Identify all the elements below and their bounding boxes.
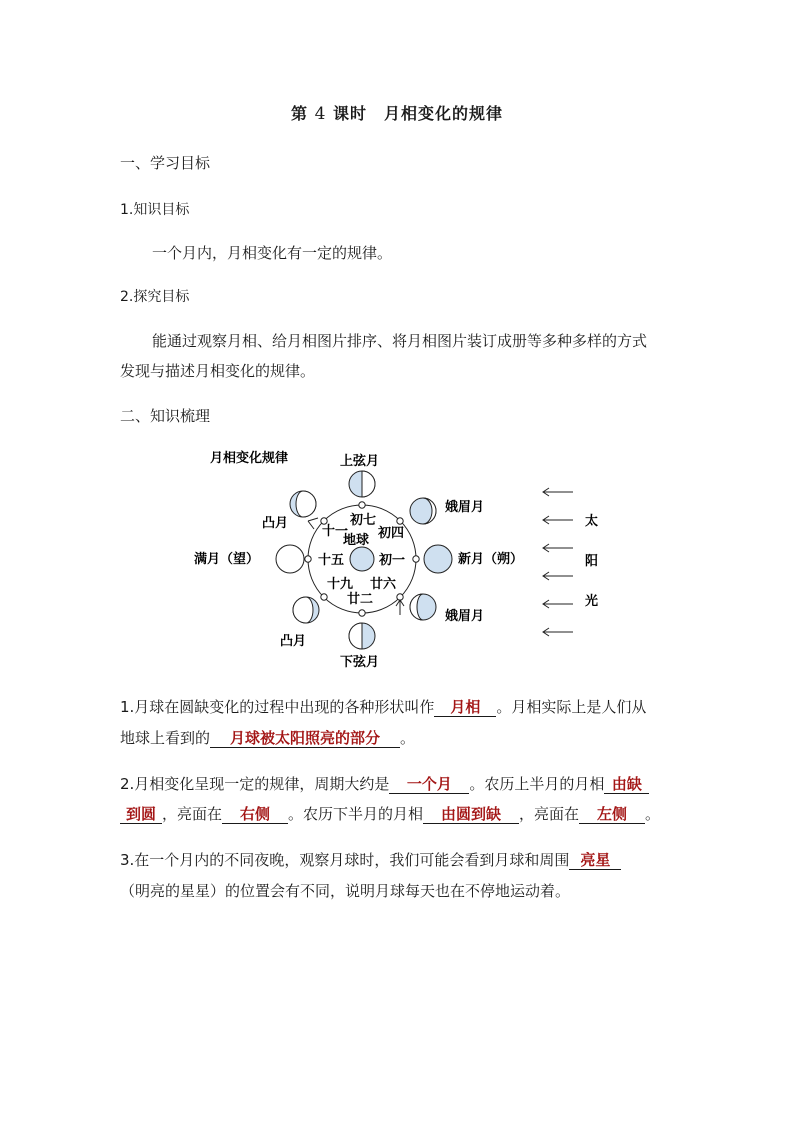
moon-phase-diagram [190, 440, 610, 670]
question-3-line2: （明亮的星星）的位置会有不同，说明月球每天也在不停地运动着。 [120, 882, 571, 900]
q3-answer-1: 亮星 [569, 851, 621, 870]
question-1-line1 [120, 696, 646, 717]
sunlight-arrow-icon [543, 544, 573, 552]
orbit-marker [359, 610, 365, 616]
label-new-moon: 新月（朔） [458, 552, 524, 567]
q2-text: 。农历下半月的月相 [288, 805, 424, 823]
q2-answer-1: 一个月 [389, 775, 469, 794]
orbit-marker [413, 556, 419, 562]
day-label-d4: 初四 [378, 526, 405, 541]
sunlight-char-1: 太 [585, 514, 599, 529]
orbit-marker [397, 518, 403, 524]
sunlight-char-3: 光 [585, 594, 599, 609]
day-label-d7: 初七 [350, 513, 377, 528]
day-label-d22: 廿二 [347, 592, 374, 607]
orbit-marker [359, 502, 365, 508]
goal1-text: 一个月内，月相变化有一定的规律。 [152, 244, 393, 262]
goal2-text-line1: 能通过观察月相、给月相图片排序、将月相图片装订成册等多种多样的方式 [152, 332, 648, 350]
q2-text: ，亮面在 [162, 805, 223, 823]
first-quarter-moon-icon [349, 471, 375, 497]
q2-answer-4: 由圆到缺 [423, 805, 519, 824]
label-crescent-top: 娥眉月 [445, 500, 485, 515]
q1-text: 地球上看到的 [120, 729, 211, 747]
title-suffix: 课时 月相变化的规律 [332, 104, 503, 123]
goal2-heading: 2.探究目标 [120, 289, 190, 305]
q2-text: ，亮面在 [519, 805, 580, 823]
label-gibbous-bottom: 凸月 [280, 634, 307, 649]
waxing-crescent-moon-icon [410, 498, 436, 524]
sunlight-arrow-icon [543, 572, 573, 580]
full-moon-icon [276, 545, 304, 573]
q2-answer-3: 右侧 [222, 805, 288, 824]
goal1-heading: 1.知识目标 [120, 202, 190, 218]
sunlight-arrow-icon [543, 600, 573, 608]
question-3-line1 [120, 849, 621, 870]
sunlight-arrows [543, 488, 573, 636]
sunlight-arrow-icon [543, 628, 573, 636]
q2-text: 2.月相变化呈现一定的规律，周期大约是 [120, 775, 390, 793]
diagram-title: 月相变化规律 [210, 451, 289, 466]
label-full-moon: 满月（望） [194, 552, 260, 567]
q1-answer-1: 月相 [434, 698, 496, 717]
section1-heading: 一、学习目标 [120, 154, 211, 172]
q1-text: 。 [400, 729, 416, 747]
question-2-line1 [120, 773, 649, 794]
day-label-d26: 廿六 [370, 577, 397, 592]
title-prefix: 第 [290, 104, 308, 123]
earth-icon [350, 547, 374, 571]
label-crescent-bottom: 娥眉月 [445, 609, 485, 624]
question-2-line2 [120, 803, 660, 824]
q2-answer-2b: 到圆 [120, 805, 162, 824]
q1-text: 1.月球在圆缺变化的过程中出现的各种形状叫作 [120, 698, 435, 716]
title-number: 4 [314, 104, 327, 124]
orbit-arrow-icon [396, 600, 404, 615]
day-label-d11: 十一 [322, 524, 349, 539]
q2-text: 。农历上半月的月相 [469, 775, 605, 793]
orbit-arrow-icon [308, 518, 318, 529]
last-quarter-moon-icon [349, 623, 375, 649]
label-gibbous-top: 凸月 [262, 516, 289, 531]
q2-answer-5: 左侧 [579, 805, 645, 824]
day-label-d1: 初一 [379, 553, 406, 568]
label-last-quarter: 下弦月 [340, 655, 380, 670]
sunlight-arrow-icon [543, 488, 573, 496]
waning-gibbous-moon-icon [293, 597, 319, 623]
waxing-gibbous-moon-icon [290, 491, 316, 517]
goal2-text-line2: 发现与描述月相变化的规律。 [120, 362, 316, 380]
section2-heading: 二、知识梳理 [120, 407, 211, 425]
page-title [0, 101, 794, 124]
orbit-marker [305, 556, 311, 562]
new-moon-icon [424, 545, 452, 573]
day-label-d19: 十九 [327, 577, 354, 592]
sunlight-char-2: 阳 [585, 554, 599, 569]
q2-text: 。 [645, 805, 661, 823]
waning-crescent-moon-icon [410, 594, 436, 620]
q1-answer-2: 月球被太阳照亮的部分 [210, 729, 400, 748]
q1-text: 。月相实际上是人们从 [496, 698, 647, 716]
earth-label: 地球 [343, 533, 370, 548]
label-first-quarter: 上弦月 [340, 454, 380, 469]
q2-answer-2a: 由缺 [604, 775, 649, 794]
q3-text: 3.在一个月内的不同夜晚，观察月球时，我们可能会看到月球和周围 [120, 851, 570, 869]
day-label-d15: 十五 [318, 553, 345, 568]
sunlight-arrow-icon [543, 516, 573, 524]
question-1-line2 [120, 727, 415, 748]
orbit-marker [321, 594, 327, 600]
